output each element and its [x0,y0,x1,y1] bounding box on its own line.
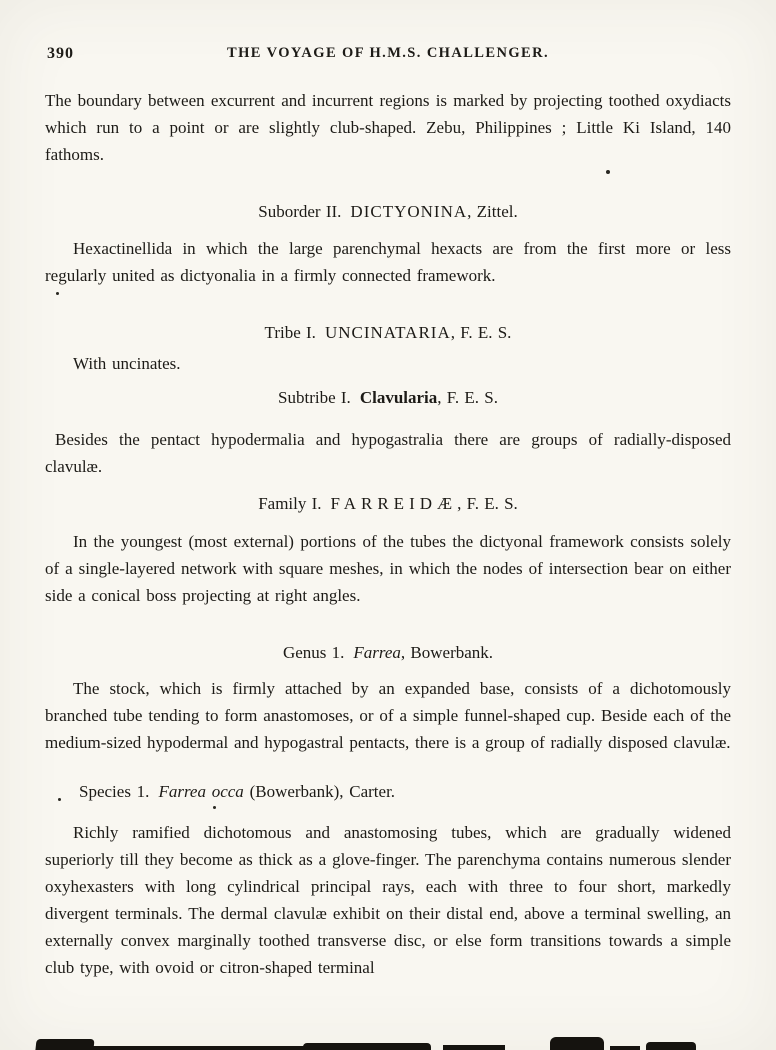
heading-suffix: , F. E. S. [457,494,518,513]
taxon-name-tribe: UNCINATARIA [324,323,451,342]
heading-suffix: , Bowerbank. [400,643,494,662]
heading-suffix: , F. E. S. [450,323,512,342]
heading-prefix: Species 1. [79,782,150,801]
taxon-name-subtribe: Clavularia [359,388,438,407]
page-body [45,87,731,981]
scan-artifact [550,1037,604,1050]
heading-family [45,490,731,517]
taxon-name-suborder: DICTYONINA [350,202,468,221]
paragraph-tribe: With uncinates. [73,354,181,373]
scan-speck [56,292,59,295]
heading-tribe [45,319,731,346]
heading-prefix: Genus 1. [282,643,345,662]
heading-prefix: Family I. [258,494,322,513]
paragraph-subtribe: Besides the pentact hypodermalia and hypogastralia there are groups of radially-disposed clavulæ. [45,430,731,476]
taxon-name-species: Farrea occa [158,782,244,801]
heading-prefix: Subtribe I. [278,388,351,407]
taxon-name-genus: Farrea [353,643,401,662]
heading-suffix: , F. E. S. [437,388,498,407]
running-title: THE VOYAGE OF H.M.S. CHALLENGER. [227,45,549,61]
page-header [0,0,776,67]
paragraph-genus: The stock, which is firmly attached by an expanded base, consists of a dichotomously branched tube tending to form anastomoses, or of a simple funnel-shaped cup. Beside each of the medium-sized hypodermal and hypogastral pentacts, there is a group of radially disposed clavulæ. [45,679,731,752]
scan-speck [213,806,216,809]
heading-suffix: , Zittel. [467,202,518,221]
heading-subtribe [45,384,731,411]
heading-suborder [45,198,731,225]
scan-artifact [303,1043,431,1050]
heading-suffix: (Bowerbank), Carter. [243,782,396,801]
heading-genus [45,639,731,666]
paragraph-intro: The boundary between excurrent and incurrent regions is marked by projecting toothed oxydiacts which run to a point or are slightly club-shaped. Zebu, Philippines ; Little Ki Island, 140 fathoms. [45,91,731,164]
paragraph-suborder: Hexactinellida in which the large parenchymal hexacts are from the first more or less regularly united as dictyonalia in a firmly connected framework. [45,239,731,285]
scan-speck [606,170,610,174]
paragraph-species: Richly ramified dichotomous and anastomosing tubes, which are gradually widened superiorly till they become as thick as a glove-finger. The parenchyma contains numerous slender oxyhexasters with long cylindrical principal rays, each with three to four short, markedly divergent terminals. The dermal clavulæ exhibit on their distal end, above a terminal swelling, an externally convex marginally toothed transverse disc, or else form transitions towards a simple club type, with ovoid or citron-shaped terminal [45,823,731,977]
scan-speck [58,798,61,801]
scan-artifact [92,1046,304,1050]
paragraph-family: In the youngest (most external) portions of the tubes the dictyonal framework consists solely of a single-layered network with square meshes, in which the nodes of intersection bear on either side a conical boss projecting at right angles. [45,532,731,605]
heading-species [45,778,731,805]
scan-artifact [610,1046,640,1050]
scan-artifact [646,1042,696,1050]
page-number: 390 [47,45,74,62]
heading-prefix: Suborder II. [258,202,342,221]
scan-artifact [443,1045,505,1050]
scan-artifact [35,1039,94,1050]
heading-prefix: Tribe I. [264,323,316,342]
taxon-name-family: FARREIDÆ [330,494,458,513]
